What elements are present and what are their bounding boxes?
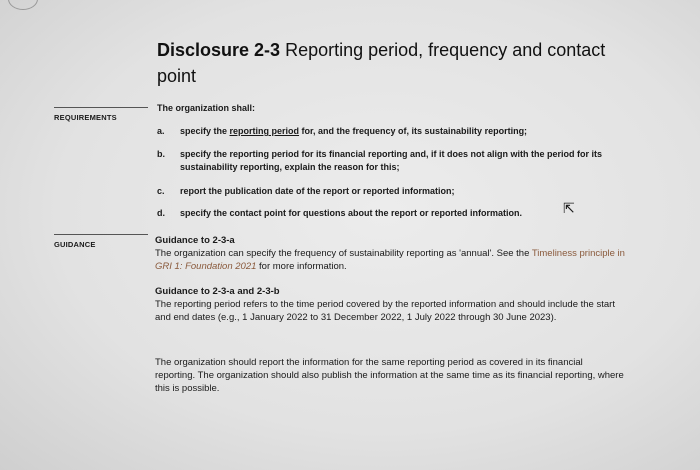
mouse-cursor-icon: ⇱ — [563, 200, 575, 216]
requirement-item-b: b. specify the reporting period for its financial reporting and, if it does not align with the period for its sustainability reporting, explain the reason for this; — [157, 149, 603, 172]
guidance-label: GUIDANCE — [54, 234, 148, 249]
guidance-section-2: Guidance to 2-3-a and 2-3-b The reporting period refers to the time period covered by the reported information and should include the start and end dates (e.g., 1 January 2022 to 31 December 2022, 1 July 2022 through 30 June 2023). — [155, 286, 615, 323]
reporting-period-link[interactable]: reporting period — [229, 126, 300, 136]
timeliness-principle-link[interactable]: Timeliness principle in GRI 1: Foundation 2021 — [155, 248, 625, 272]
requirement-item-a: a. specify the reporting period for, and the frequency of, its sustainability reporting; — [157, 126, 528, 136]
requirements-label: REQUIREMENTS — [54, 107, 148, 122]
requirement-item-d: d. specify the contact point for questions about the report or reported information. — [157, 208, 523, 218]
window-control-circle — [8, 0, 38, 10]
guidance-section-3: The organization should report the information for the same reporting period as covered in its financial reporting. The organization should also publish the information at the same time as its financial reporting, where this is possible. — [155, 357, 624, 394]
requirements-intro: The organization shall: — [157, 103, 256, 113]
page-title: Disclosure 2-3 Reporting period, frequency and contact point — [157, 40, 606, 86]
guidance-section-1: Guidance to 2-3-a The organization can specify the frequency of sustainability reporting as 'annual'. See the Timeliness principle in GRI 1: Foundation 2021 for more information. — [155, 235, 625, 272]
requirement-item-c: c. report the publication date of the report or reported information; — [157, 186, 455, 196]
